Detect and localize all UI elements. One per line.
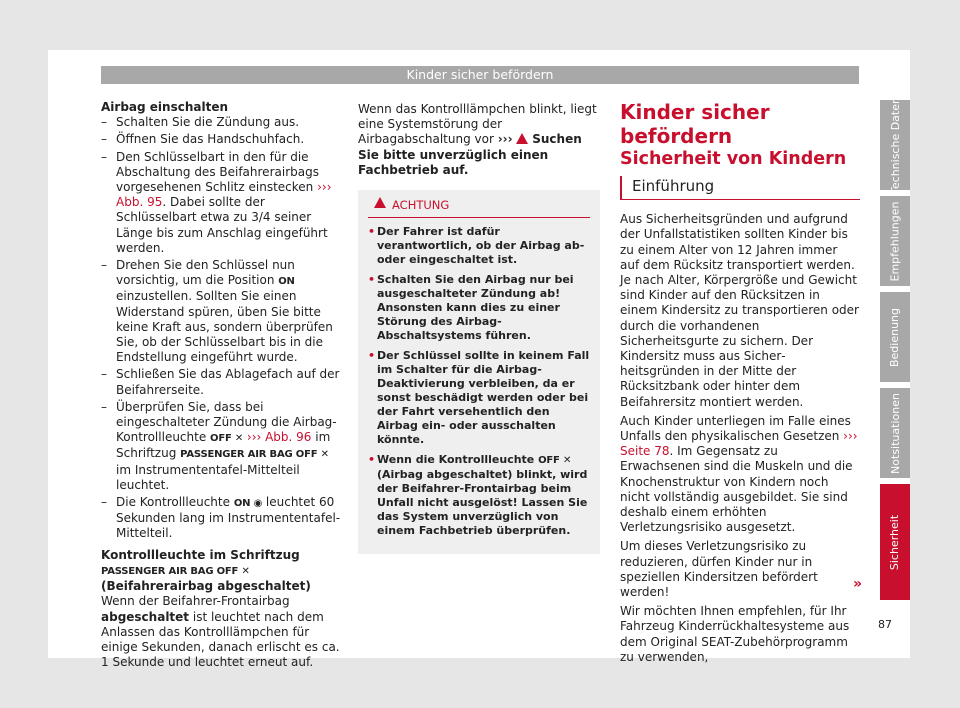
column-middle <box>358 102 600 554</box>
text-run: Überprüfen Sie, dass bei eingeschalteter Zündung die Airbag-Kontrollleuchte <box>116 399 337 445</box>
column-right <box>620 100 863 669</box>
section-heading-airbag-on: Airbag einschalten <box>101 100 228 114</box>
steps-list <box>101 115 341 541</box>
chapter-tab[interactable] <box>880 388 910 478</box>
text-run: Wenn die Kontrollleuchte <box>377 453 539 467</box>
intro-arrow: ››› <box>497 132 513 147</box>
text-run: abgeschaltet <box>101 609 190 624</box>
text-run: Wenn der Beifahrer-Frontairbag <box>101 594 290 609</box>
chapter-tab[interactable] <box>880 292 910 382</box>
chapter-body <box>620 212 863 665</box>
warning-item <box>368 453 590 538</box>
intro-paragraph <box>358 102 600 178</box>
subsection-title: Einführung <box>620 176 860 200</box>
text-run: Drehen Sie den Schlüssel nun vorsichtig, um die Position <box>116 258 295 288</box>
body-paragraph <box>620 414 860 536</box>
text-run: im Schriftzug <box>116 430 331 461</box>
text-run: einzustellen. Sollten Sie einen Widerstand spüren, üben Sie bitte keine Kraft aus, sondern überprüfen Sie, ob der Schlüsselbart bis in die Endstellung eingeführt wurde. <box>116 289 333 365</box>
text-run: Um dieses Verletzungsrisiko zu reduzieren, dürfen Kinder nur in speziellen Kindersitzen befördert werden! <box>620 539 818 600</box>
step-item <box>101 115 341 130</box>
chapter-tab[interactable] <box>880 196 910 286</box>
step-item <box>101 258 341 365</box>
chapter-tab-label: Bedienung <box>888 307 902 367</box>
text-run: Schalten Sie den Airbag nur bei ausgeschalteter Zündung ab! Ansonsten kann dies zu einer Störung des Airbag-Abschaltsystems führen. <box>377 273 574 343</box>
step-item <box>101 400 341 493</box>
chapter-tab-label: Sicherheit <box>888 514 902 570</box>
warning-box <box>358 190 600 554</box>
column-left <box>101 100 341 670</box>
text-run: Der Schlüssel sollte in keinem Fall im Schalter für die Airbag-Deaktivierung verbleiben, da er sonst beschädigt werden oder bei der Fahrt versehentlich den Airbag ein- oder ausschalten könnte. <box>377 349 590 447</box>
text-run: Wir möchten Ihnen empfehlen, für Ihr Fahrzeug Kinderrückhaltesysteme aus dem Original SEAT-Zubehörprogramm zu verwenden, <box>620 604 850 664</box>
text-run: Der Fahrer ist dafür verantwortlich, ob der Airbag ab- oder eingeschaltet ist. <box>377 225 585 267</box>
text-run: ist leuchtet nach dem Anlassen das Kontrolllämpchen für einige Sekunden, danach erlischt es ca. 1 Sekunde und leuchtet erneut auf. <box>101 609 340 670</box>
warning-triangle-icon <box>516 133 528 144</box>
warning-header <box>368 190 590 218</box>
text-run: (Beifahrerairbag abgeschaltet) <box>101 579 311 594</box>
text-run: (Airbag abgeschaltet) blinkt, wird der Beifahrer-Frontairbag beim Unfall nicht ausgelöst! Lassen Sie das System unverzüglich von einem Fachbetrieb überprüfen. <box>377 468 588 538</box>
subheading-indicator <box>101 548 341 595</box>
step-item <box>101 495 341 542</box>
body-paragraph <box>620 604 860 665</box>
body-paragraph <box>620 539 863 600</box>
text-run: Aus Sicherheitsgründen und aufgrund der Unfallstatistiken sollten Kinder bis zu einem Alter von 12 Jahren immer auf dem Rücksitz transportiert werden. Je nach Alter, Körpergröße und Gewicht sind Kinder auf den Rücksitzen in einem Kindersitz zu transportieren oder durch die vorhandenen Sicherheitsgurte zu sichern. Der Kindersitz muss aus Sicherheitsgründen in der Mitte der Rücksitzbank oder hinter dem Beifahrersitz montiert werden. <box>620 212 859 409</box>
body-paragraph <box>620 212 860 410</box>
indicator-lamp-text: ON ◉ <box>233 498 263 510</box>
warning-items <box>368 225 590 538</box>
step-item <box>101 367 341 397</box>
text-run: im Instrumententafel-Mittelteil leuchtet. <box>116 462 300 492</box>
text-run: Auch Kinder unterliegen im Falle eines Unfalls den physikalischen Gesetzen <box>620 413 851 444</box>
indicator-lamp-text: ON <box>278 276 295 288</box>
chapter-tab-label: Technische Daten <box>888 96 902 194</box>
warning-item <box>368 273 590 343</box>
text-run: Schließen Sie das Ablagefach auf der Beifahrerseite. <box>116 367 340 397</box>
chapter-tab-label: Empfehlungen <box>888 201 902 281</box>
text-run: Die Kontrollleuchte <box>116 495 234 510</box>
running-header: Kinder sicher befördern <box>101 66 859 84</box>
warning-triangle-icon <box>374 197 386 208</box>
step-item <box>101 132 341 147</box>
text-run: Öffnen Sie das Handschuhfach. <box>116 132 305 147</box>
indicator-lamp-text: OFF ✕ <box>210 433 244 445</box>
text-run: Schalten Sie die Zündung aus. <box>116 115 300 130</box>
indicator-lamp-text: PASSENGER AIR BAG OFF ✕ <box>101 565 250 577</box>
text-run: Den Schlüsselbart in den für die Abschaltung des Beifahrerairbags vorgesehenen Schlitz einstecken <box>116 149 319 195</box>
text-run: Kontrollleuchte im Schriftzug <box>101 547 300 562</box>
indicator-lamp-text: PASSENGER AIR BAG OFF ✕ <box>180 449 329 461</box>
indicator-lamp-text: OFF ✕ <box>538 455 572 467</box>
warning-item <box>368 225 590 267</box>
chapter-tab[interactable] <box>880 96 910 194</box>
section-title: Sicherheit von Kindern <box>620 149 847 169</box>
chapter-title: Kinder sicher befördern <box>620 100 770 148</box>
text-run: leuchtet 60 Sekunden lang im Instrumententafel-Mittelteil. <box>116 495 341 541</box>
text-run: . Im Gegensatz zu Erwachsenen sind die Muskeln und die Knochenstruktur von Kindern noch nicht vollständig ausgebildet. Sie sind deshalb einem erhöhten Verletzungsrisiko ausgesetzt. <box>620 444 853 535</box>
cross-reference-link[interactable]: ››› Abb. 96 <box>246 430 312 445</box>
warning-item <box>368 349 590 447</box>
text-run: . Dabei sollte der Schlüsselbart etwa zu 3/4 seiner Länge bis zum Anschlag eingeführt werden. <box>116 195 328 255</box>
chapter-tab[interactable] <box>880 484 910 600</box>
intro-text: Wenn das Kontrolllämpchen blinkt, liegt eine Systemstörung der Airbagabschaltung vor <box>358 102 597 147</box>
cross-reference-link[interactable]: ››› Abb. 95 <box>116 180 332 210</box>
warning-title: ACHTUNG <box>392 198 450 213</box>
cross-reference-link[interactable]: ››› Seite 78 <box>620 429 858 459</box>
chapter-tab-label: Notsituationen <box>888 392 902 474</box>
intro-bold-text: Suchen Sie bitte unverzüglich einen Fachbetrieb auf. <box>358 132 582 177</box>
paragraph-indicator <box>101 594 341 670</box>
step-item <box>101 150 341 256</box>
page-number: 87 <box>878 618 892 631</box>
continue-arrow-icon: » <box>853 576 863 592</box>
